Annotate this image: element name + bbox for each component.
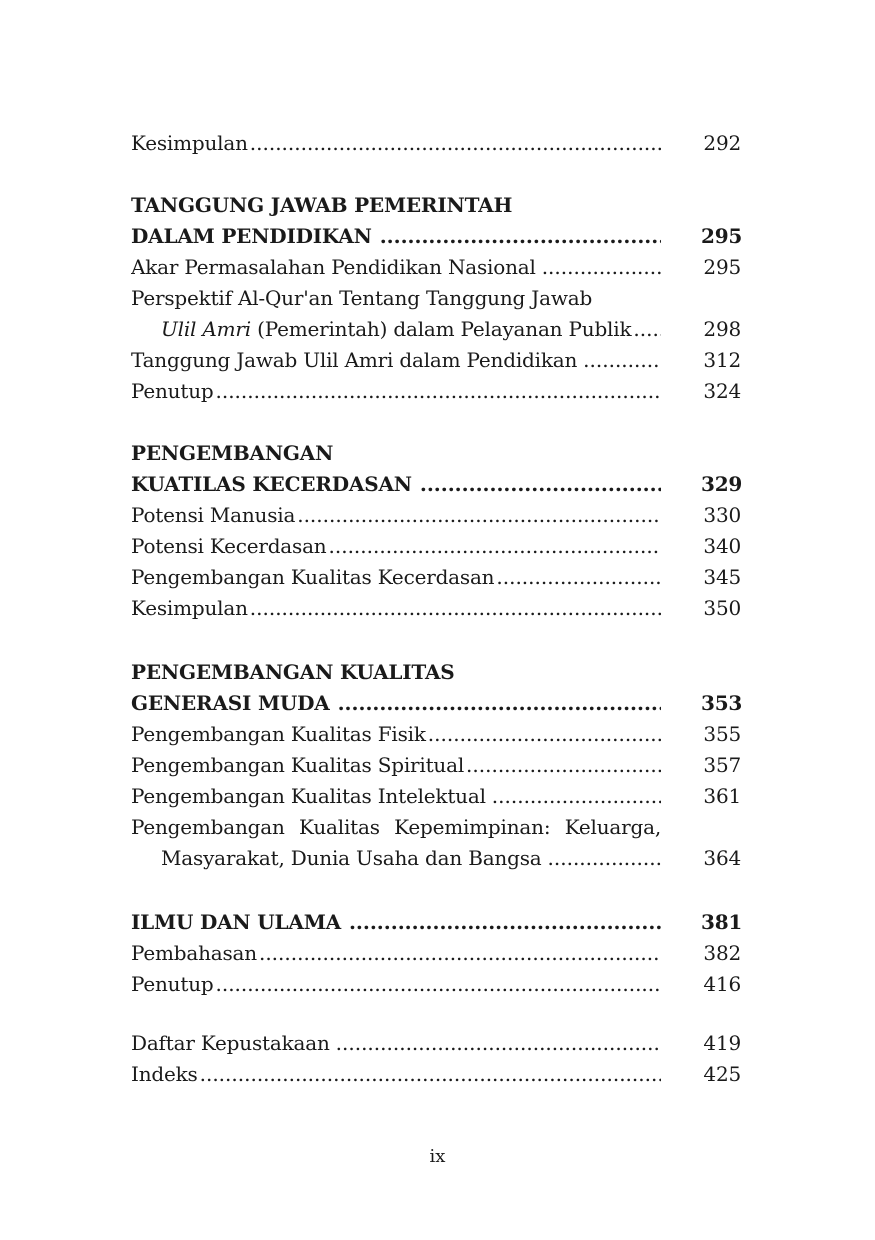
toc-entry-page: 312 (703, 348, 741, 372)
toc-entry[interactable] (131, 781, 741, 812)
toc-entry-label-italic: Ulil Amri (161, 317, 251, 341)
dot-leader (349, 907, 661, 938)
toc-entry[interactable] (131, 1059, 741, 1090)
toc-entry-page: 298 (703, 317, 741, 341)
toc-entry-label: Penutup (131, 379, 214, 403)
toc-entry-page: 357 (703, 753, 741, 777)
toc-entry-page: 382 (703, 941, 741, 965)
toc-entry[interactable] (131, 376, 741, 407)
chapter-heading-entry[interactable] (131, 221, 743, 252)
toc-entry-label: Penutup (131, 972, 214, 996)
toc-entry-label: Pengembangan Kualitas Intelektual (131, 784, 486, 808)
dot-leader (466, 750, 661, 781)
toc-entry[interactable] (131, 531, 741, 562)
chapter-heading-page: 329 (701, 472, 743, 496)
chapter-heading-line1: PENGEMBANGAN KUALITAS (131, 660, 455, 684)
toc-entry-label: Potensi Kecerdasan (131, 534, 327, 558)
toc-entry-page: 419 (703, 1031, 741, 1055)
toc-entry-page: 355 (703, 722, 741, 746)
toc-entry-label: Potensi Manusia (131, 503, 296, 527)
toc-entry-label: Pengembangan Kualitas Fisik (131, 722, 426, 746)
toc-entry-label: Akar Permasalahan Pendidikan Nasional (131, 255, 536, 279)
page-number: ix (429, 1146, 446, 1167)
toc-entry[interactable] (131, 314, 741, 345)
toc-entry[interactable] (131, 128, 741, 159)
chapter-heading-entry[interactable] (131, 469, 743, 500)
toc-entry-label: Pembahasan (131, 941, 257, 965)
toc-entry-label: Daftar Kepustakaan (131, 1031, 330, 1055)
chapter-heading-page: 353 (701, 691, 743, 715)
toc-entry[interactable] (131, 500, 741, 531)
chapter-heading (131, 190, 736, 221)
toc-entry[interactable] (131, 345, 741, 376)
chapter-heading (131, 438, 736, 469)
chapter-heading-line1: PENGEMBANGAN (131, 441, 334, 465)
toc-entry[interactable] (131, 843, 741, 874)
chapter-heading-line2: GENERASI MUDA (131, 691, 330, 715)
toc-entry[interactable] (131, 938, 741, 969)
chapter-heading-line2: KUATILAS KECERDASAN (131, 472, 412, 496)
dot-leader (633, 314, 661, 345)
toc-entry-label: Tanggung Jawab Ulil Amri dalam Pendidikan (131, 348, 578, 372)
dot-leader (329, 531, 662, 562)
toc-entry[interactable] (131, 562, 741, 593)
dot-leader (420, 469, 661, 500)
toc-entry-page: 340 (703, 534, 741, 558)
toc-entry-page: 295 (703, 255, 741, 279)
toc-entry-page: 361 (703, 784, 741, 808)
toc-entry-word: Pengembangan (131, 815, 285, 839)
toc-entry-word: Kepemimpinan: (394, 815, 551, 839)
toc-entry-word: Kualitas (299, 815, 380, 839)
toc-entry-page: 292 (703, 131, 741, 155)
dot-leader (338, 688, 661, 719)
toc-entry-page: 345 (703, 565, 741, 589)
chapter-heading-line1: ILMU DAN ULAMA (131, 910, 341, 934)
dot-leader (380, 221, 661, 252)
dot-leader (259, 938, 661, 969)
toc-entry-label: Masyarakat, Dunia Usaha dan Bangsa (161, 846, 542, 870)
toc-entry-label: Indeks (131, 1062, 198, 1086)
toc-entry[interactable] (131, 969, 741, 1000)
toc-entry-page: 350 (703, 596, 741, 620)
toc-entry-label-rest: (Pemerintah) dalam Pelayanan Publik (250, 317, 632, 341)
toc-entry-label: Pengembangan Kualitas Kecerdasan (131, 565, 495, 589)
toc-entry-label (161, 314, 631, 345)
toc-entry-label: Pengembangan Kualitas Spiritual (131, 753, 465, 777)
dot-leader (496, 562, 661, 593)
dot-leader (542, 252, 661, 283)
toc-entry[interactable] (131, 252, 741, 283)
dot-leader (215, 969, 661, 1000)
toc-entry-word: Keluarga, (564, 815, 661, 839)
toc-entry[interactable] (131, 750, 741, 781)
toc-entry-page: 364 (703, 846, 741, 870)
chapter-heading-page: 381 (701, 910, 743, 934)
dot-leader (250, 593, 661, 624)
toc-entry-page: 324 (703, 379, 741, 403)
chapter-heading-page: 295 (701, 224, 743, 248)
chapter-heading-entry[interactable] (131, 688, 743, 719)
dot-leader (250, 128, 661, 159)
table-of-contents (131, 128, 743, 1090)
dot-leader (492, 781, 661, 812)
chapter-heading-line1: TANGGUNG JAWAB PEMERINTAH (131, 193, 513, 217)
toc-entry[interactable] (131, 283, 736, 314)
toc-entry-page: 416 (703, 972, 741, 996)
toc-entry[interactable] (131, 593, 741, 624)
toc-entry-page: 330 (703, 503, 741, 527)
toc-entry-label: Perspektif Al-Qur'an Tentang Tanggung Jawab (131, 286, 593, 310)
dot-leader (297, 500, 661, 531)
toc-entry[interactable] (131, 719, 741, 750)
toc-entry-label (131, 812, 661, 843)
chapter-heading (131, 657, 736, 688)
dot-leader (215, 376, 661, 407)
dot-leader (548, 843, 661, 874)
toc-entry-page: 425 (703, 1062, 741, 1086)
toc-entry-label: Kesimpulan (131, 596, 248, 620)
toc-entry[interactable] (131, 1028, 741, 1059)
dot-leader (583, 345, 661, 376)
dot-leader (200, 1059, 661, 1090)
chapter-heading-line2: DALAM PENDIDIKAN (131, 224, 372, 248)
toc-entry[interactable] (131, 812, 736, 843)
chapter-heading-entry[interactable] (131, 907, 743, 938)
dot-leader (336, 1028, 661, 1059)
toc-entry-label: Kesimpulan (131, 131, 248, 155)
dot-leader (428, 719, 661, 750)
